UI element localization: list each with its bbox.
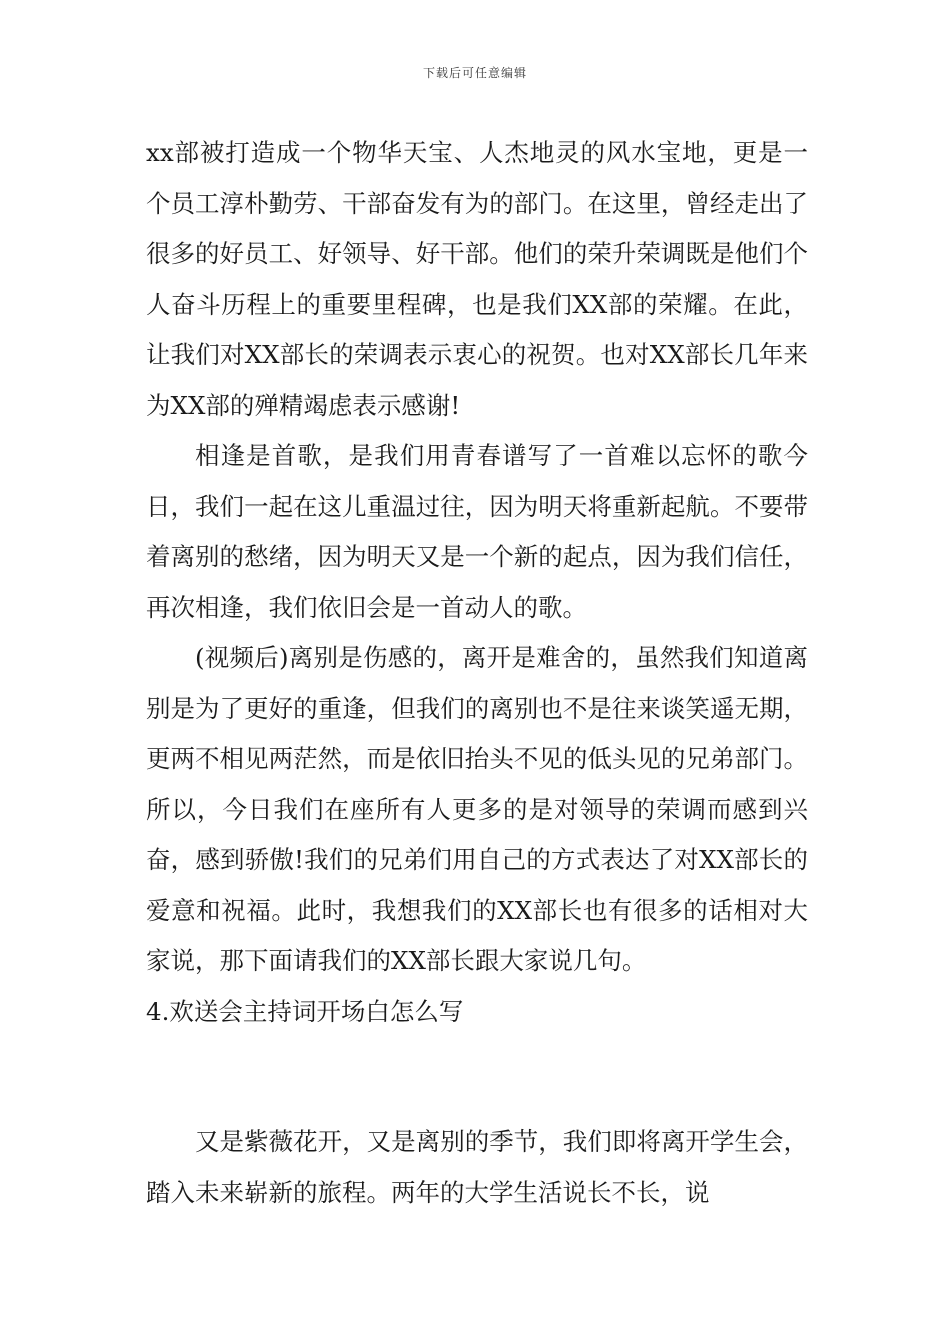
section-spacer <box>146 1037 808 1117</box>
paragraph-3: (视频后)离别是伤感的，离开是难舍的，虽然我们知道离别是为了更好的重逢，但我们的离别也不是往来谈笑遥无期，更两不相见两茫然，而是依旧抬头不见的低头见的兄弟部门。所以，今日我们在座所有人更多的是对领导的荣调而感到兴奋，感到骄傲!我们的兄弟们用自己的方式表达了对XX部长的爱意和祝福。此时，我想我们的XX部长也有很多的话相对大家说，那下面请我们的XX部长跟大家说几句。 <box>146 643 808 975</box>
paragraph-1: xx部被打造成一个物华天宝、人杰地灵的风水宝地，更是一个员工淳朴勤劳、干部奋发有为的部门。在这里，曾经走出了很多的好员工、好领导、好干部。他们的荣升荣调既是他们个人奋斗历程上的重要里程碑，也是我们XX部的荣耀。在此，让我们对XX部长的荣调表示衷心的祝贺。也对XX部长几年来为XX部的殚精竭虑表示感谢! <box>146 138 808 420</box>
section-heading: 4.欢送会主持词开场白怎么写 <box>146 996 464 1026</box>
paragraph-2: 相逢是首歌，是我们用青春谱写了一首难以忘怀的歌今日，我们一起在这儿重温过往，因为明天将重新起航。不要带着离别的愁绪，因为明天又是一个新的起点，因为我们信任，再次相逢，我们依旧会是一首动人的歌。 <box>146 441 808 622</box>
document-body <box>146 128 808 1218</box>
section-paragraph: 又是紫薇花开，又是离别的季节，我们即将离开学生会，踏入未来崭新的旅程。两年的大学生活说长不长，说 <box>146 1127 808 1207</box>
page-header: 下载后可任意编辑 <box>422 66 527 80</box>
